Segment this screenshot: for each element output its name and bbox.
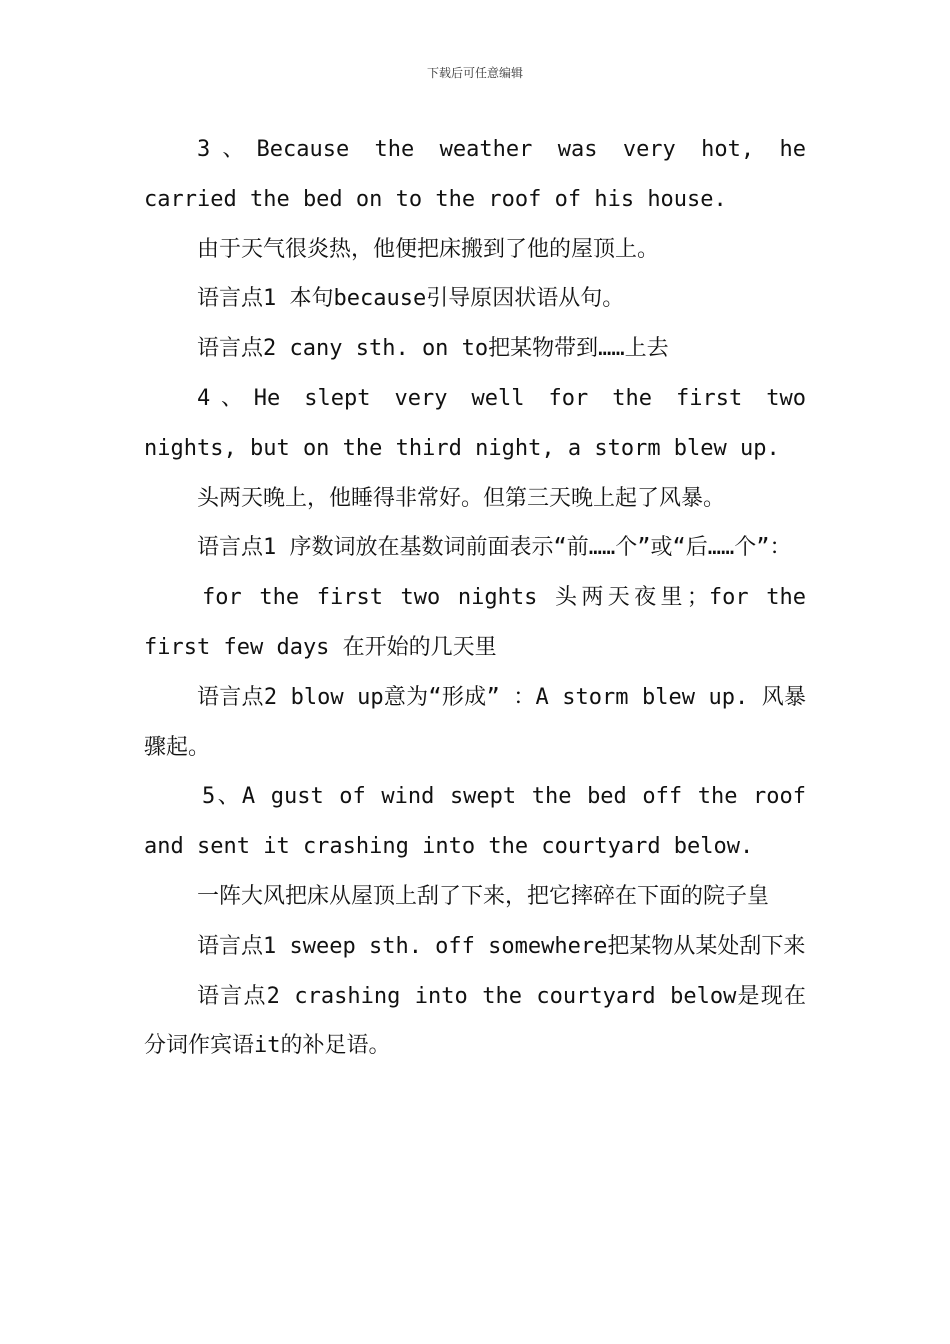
- paragraph-sentence-3: 3、Because the weather was very hot, he carried the bed on to the roof of his house.: [144, 137, 806, 212]
- paragraph-example-4: for the first two nights 头两天夜里；for the first few days 在开始的几天里: [144, 585, 806, 660]
- paragraph-translation-5: 一阵大风把床从屋顶上刮了下来，把它摔碎在下面的院子皇: [197, 883, 770, 909]
- paragraph-note-5-1: 语言点1 sweep sth. off somewhere把某物从某处刮下来: [197, 933, 806, 959]
- paragraph-note-3-1: 语言点1 本句because引导原因状语从句。: [197, 286, 625, 312]
- paragraph-note-5-2: 语言点2 crashing into the courtyard below是现在分词作宾语it的补足语。: [144, 983, 806, 1059]
- paragraph-note-3-2: 语言点2 cany sth. on to把某物带到……上去: [197, 336, 669, 362]
- paragraph-sentence-4: 4、He slept very well for the first two nights, but on the third night, a storm blew up.: [144, 385, 806, 461]
- page-header: 下载后可任意编辑: [426, 66, 523, 80]
- paragraph-sentence-5: 5、A gust of wind swept the bed off the roof and sent it crashing into the courtyard below.: [144, 784, 806, 860]
- paragraph-note-4-1: 语言点1 序数词放在基数词前面表示“前……个”或“后……个”：: [197, 535, 792, 561]
- document-body: [144, 125, 806, 1071]
- paragraph-note-4-2: 语言点2 blow up意为“形成” ：A storm blew up. 风暴骤起。: [144, 684, 806, 760]
- paragraph-translation-4: 头两天晚上，他睡得非常好。但第三天晚上起了风暴。: [197, 485, 726, 511]
- paragraph-translation-3: 由于天气很炎热，他便把床搬到了他的屋顶上。: [197, 236, 660, 262]
